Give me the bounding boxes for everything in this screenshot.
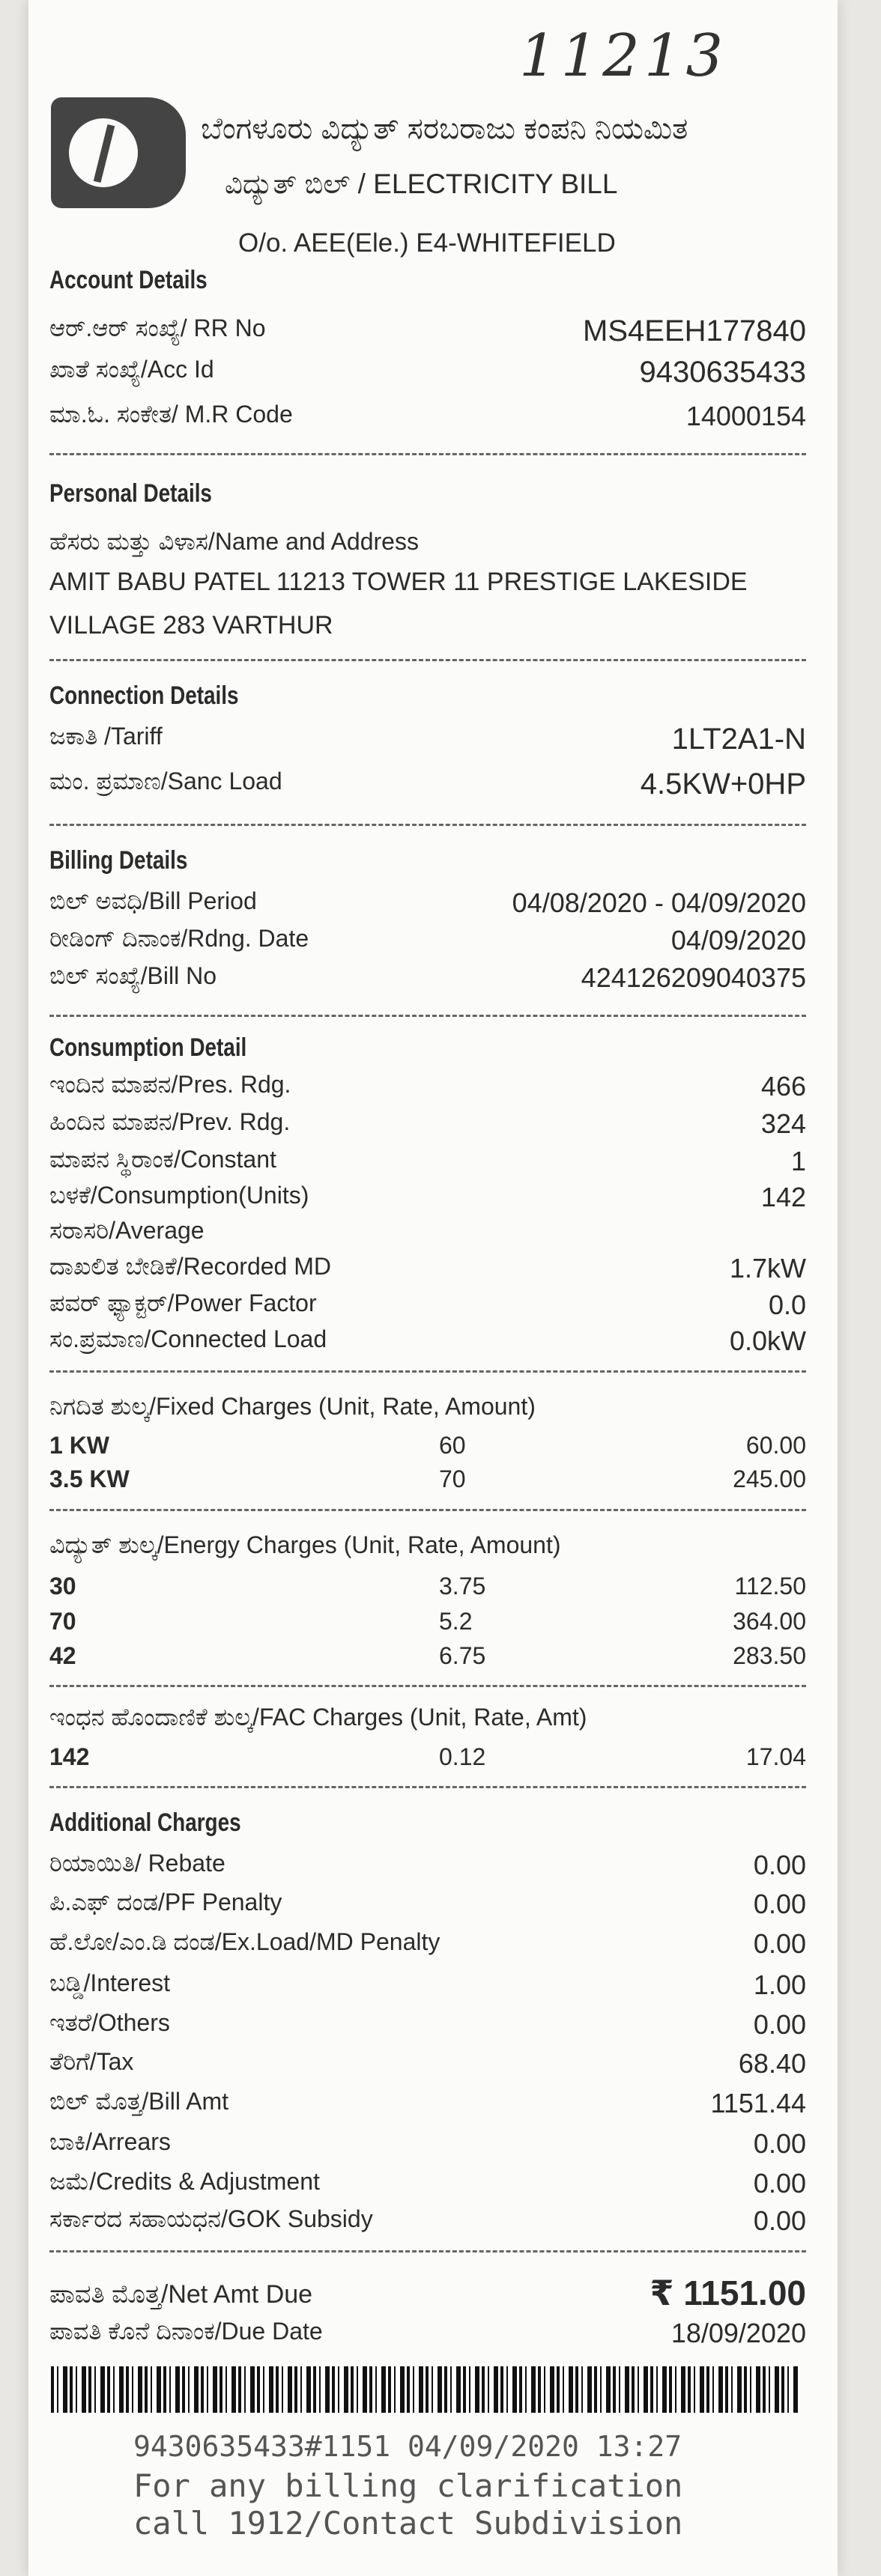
due-date-label: ಪಾವತಿ ಕೊನೆ ದಿನಾಂಕ/Due Date xyxy=(49,2318,323,2345)
energy-heading: ವಿದ್ಯುತ್ ಶುಲ್ಕ/Energy Charges (Unit, Rate, Amount) xyxy=(49,1531,561,1558)
constant-label: ಮಾಪನ ಸ್ಥಿರಾಂಕ/Constant xyxy=(49,1146,276,1173)
fixed-row-1 xyxy=(49,1432,806,1465)
interest-row xyxy=(49,1969,806,2002)
fixed-row-2 xyxy=(49,1465,806,1498)
arrears-label: ಬಾಕಿ/Arrears xyxy=(49,2128,171,2155)
tariff-value: 1LT2A1-N xyxy=(671,723,806,756)
bill-no-label: ಬಿಲ್ ಸಂಖ್ಯೆ/Bill No xyxy=(49,962,217,989)
fixed-heading: ನಿಗದಿತ ಶುಲ್ಕ/Fixed Charges (Unit, Rate, Amount) xyxy=(49,1393,536,1420)
due-date-value: 18/09/2020 xyxy=(670,2318,806,2348)
bescom-logo xyxy=(51,97,186,208)
constant-value: 1 xyxy=(790,1146,806,1176)
energy-unit: 30 xyxy=(49,1573,76,1600)
ex-load-label: ಹೆ.ಲೋ/ಎಂ.ಡಿ ದಂಡ/Ex.Load/MD Penalty xyxy=(49,1928,440,1955)
energy-unit: 42 xyxy=(49,1642,76,1669)
bill-amt-label: ಬಿಲ್ ಮೊತ್ತ/Bill Amt xyxy=(49,2088,228,2115)
credits-label: ಜಮೆ/Credits & Adjustment xyxy=(49,2168,320,2195)
ex-load-row xyxy=(49,1928,806,1961)
company-name: ಬೆಂಗಳೂರು ವಿದ್ಯುತ್ ಸರಬರಾಜು ಕಂಪನಿ ನಿಯಮಿತ xyxy=(201,112,688,145)
power-factor-value: 0.0 xyxy=(768,1289,806,1320)
sanc-load-row xyxy=(49,768,806,801)
net-amt-value: ₹ 1151.00 xyxy=(650,2273,806,2312)
divider xyxy=(49,1509,806,1511)
energy-amount: 112.50 xyxy=(734,1573,806,1600)
handwritten-note: 11213 xyxy=(519,22,728,90)
units-value: 142 xyxy=(760,1182,806,1212)
fac-heading: ಇಂಧನ ಹೊಂದಾಣಿಕೆ ಶುಲ್ಕ/FAC Charges (Unit, Rate, Amt) xyxy=(49,1704,587,1731)
energy-row-2 xyxy=(49,1608,806,1641)
address-line-2: VILLAGE 283 VARTHUR xyxy=(49,611,333,640)
tax-value: 68.40 xyxy=(738,2048,806,2079)
sanc-load-value: 4.5KW+0HP xyxy=(640,768,806,801)
recorded-md-label: ದಾಖಲಿತ ಬೇಡಿಕೆ/Recorded MD xyxy=(49,1253,331,1280)
pf-penalty-label: ಪಿ.ಎಫ್ ದಂಡ/PF Penalty xyxy=(49,1889,282,1916)
tariff-row xyxy=(49,723,806,756)
period-row xyxy=(49,887,806,920)
divider xyxy=(49,2250,806,2253)
divider xyxy=(49,1685,806,1687)
due-date-row xyxy=(49,2318,806,2351)
energy-amount: 364.00 xyxy=(733,1608,806,1635)
fixed-rate: 70 xyxy=(439,1465,466,1492)
energy-heading-row xyxy=(49,1531,806,1564)
energy-rate: 5.2 xyxy=(439,1608,473,1635)
sanc-load-label: ಮಂ. ಪ್ರಮಾಣ/Sanc Load xyxy=(49,768,282,795)
fac-rate: 0.12 xyxy=(439,1743,486,1770)
ex-load-value: 0.00 xyxy=(753,1928,806,1959)
acc-label: ಖಾತೆ ಸಂಖ್ಯೆ/Acc Id xyxy=(49,356,214,383)
connected-load-row xyxy=(49,1325,806,1358)
energy-row-1 xyxy=(49,1573,806,1606)
recorded-md-value: 1.7kW xyxy=(729,1253,806,1284)
gok-subsidy-value: 0.00 xyxy=(753,2205,806,2236)
acc-value: 9430635433 xyxy=(639,356,806,389)
units-row xyxy=(49,1182,806,1215)
fac-row xyxy=(49,1743,806,1776)
clarification-line-1: For any billing clarification xyxy=(133,2467,683,2504)
energy-rate: 6.75 xyxy=(439,1642,486,1669)
interest-value: 1.00 xyxy=(753,1969,806,2000)
net-amt-row xyxy=(49,2273,806,2312)
fixed-amount: 60.00 xyxy=(745,1432,806,1459)
pres-rdg-row xyxy=(49,1071,806,1104)
interest-label: ಬಡ್ಡಿ/Interest xyxy=(49,1969,171,1996)
mr-value: 14000154 xyxy=(685,401,806,431)
bill-title: ವಿದ್ಯುತ್ ಬಿಲ್ / ELECTRICITY BILL xyxy=(225,168,618,199)
prev-rdg-label: ಹಿಂದಿನ ಮಾಪನ/Prev. Rdg. xyxy=(49,1108,291,1135)
tax-row xyxy=(49,2048,806,2081)
prev-rdg-row xyxy=(49,1108,806,1141)
net-amt-label: ಪಾವತಿ ಮೊತ್ತ/Net Amt Due xyxy=(49,2280,313,2309)
name-label: ಹೆಸರು ಮತ್ತು ವಿಳಾಸ/Name and Address xyxy=(49,528,419,555)
average-row xyxy=(49,1217,806,1250)
clarification-line-2: call 1912/Contact Subdivision xyxy=(133,2505,683,2542)
rdng-date-label: ರೀಡಿಂಗ್ ದಿನಾಂಕ/Rdng. Date xyxy=(49,925,309,952)
office-name: O/o. AEE(Ele.) E4-WHITEFIELD xyxy=(238,228,616,258)
receipt-line: 9430635433#1151 04/09/2020 13:27 xyxy=(133,2430,682,2463)
divider xyxy=(49,1786,806,1788)
constant-row xyxy=(49,1146,806,1179)
rdng-date-row xyxy=(49,925,806,958)
recorded-md-row xyxy=(49,1253,806,1286)
rdng-date-value: 04/09/2020 xyxy=(670,925,806,956)
connected-load-label: ಸಂ.ಪ್ರಮಾಣ/Connected Load xyxy=(49,1325,327,1352)
arrears-value: 0.00 xyxy=(753,2128,806,2159)
fixed-unit: 1 KW xyxy=(49,1432,109,1459)
credits-value: 0.00 xyxy=(753,2168,806,2199)
rebate-value: 0.00 xyxy=(753,1850,806,1880)
credits-row xyxy=(49,2168,806,2201)
bill-amt-value: 1151.44 xyxy=(710,2088,806,2118)
fixed-unit: 3.5 KW xyxy=(49,1465,130,1492)
rebate-row xyxy=(49,1850,806,1883)
account-heading: Account Details xyxy=(49,266,208,294)
arrears-row xyxy=(49,2128,806,2161)
bill-amt-row xyxy=(49,2088,806,2121)
divider xyxy=(49,453,806,455)
others-label: ಇತರೆ/Others xyxy=(49,2009,170,2036)
rr-label: ಆರ್.ಆರ್ ಸಂಖ್ಯೆ/ RR No xyxy=(49,315,266,341)
fixed-amount: 245.00 xyxy=(733,1465,806,1492)
prev-rdg-value: 324 xyxy=(760,1108,806,1139)
energy-amount: 283.50 xyxy=(733,1642,806,1669)
fixed-rate: 60 xyxy=(439,1432,466,1459)
energy-rate: 3.75 xyxy=(439,1573,486,1600)
units-label: ಬಳಕೆ/Consumption(Units) xyxy=(49,1182,309,1209)
period-value: 04/08/2020 - 04/09/2020 xyxy=(512,887,806,918)
pf-penalty-value: 0.00 xyxy=(753,1889,806,1919)
connected-load-value: 0.0kW xyxy=(729,1325,806,1356)
divider xyxy=(49,659,806,661)
connection-heading: Connection Details xyxy=(49,681,239,710)
pres-rdg-label: ಇಂದಿನ ಮಾಪನ/Pres. Rdg. xyxy=(49,1071,291,1098)
power-factor-row xyxy=(49,1289,806,1322)
rr-value: MS4EEH177840 xyxy=(583,315,806,347)
fac-heading-row xyxy=(49,1704,806,1737)
electricity-bill-receipt xyxy=(28,0,838,2576)
others-value: 0.00 xyxy=(753,2009,806,2040)
period-label: ಬಿಲ್ ಅವಧಿ/Bill Period xyxy=(49,887,257,914)
address-line-1: AMIT BABU PATEL 11213 TOWER 11 PRESTIGE LAKESIDE xyxy=(49,568,748,596)
bill-no-row xyxy=(49,962,806,995)
billing-heading: Billing Details xyxy=(49,846,188,875)
rebate-label: ರಿಯಾಯಿತಿ/ Rebate xyxy=(49,1850,225,1877)
divider xyxy=(49,1370,806,1373)
acc-row xyxy=(49,356,806,389)
pres-rdg-value: 466 xyxy=(760,1071,806,1102)
pf-penalty-row xyxy=(49,1889,806,1922)
personal-heading: Personal Details xyxy=(49,479,212,508)
fixed-heading-row xyxy=(49,1393,806,1426)
consumption-heading: Consumption Detail xyxy=(49,1033,247,1062)
fac-amount: 17.04 xyxy=(745,1743,806,1770)
bill-no-value: 424126209040375 xyxy=(581,962,806,993)
power-factor-label: ಪವರ್ ಫ್ಯಾಕ್ಟರ್/Power Factor xyxy=(49,1289,317,1316)
gok-subsidy-row xyxy=(49,2205,806,2238)
others-row xyxy=(49,2009,806,2042)
energy-unit: 70 xyxy=(49,1608,76,1635)
tax-label: ತೆರಿಗೆ/Tax xyxy=(49,2048,134,2075)
average-label: ಸರಾಸರಿ/Average xyxy=(49,1217,205,1244)
energy-row-3 xyxy=(49,1642,806,1675)
divider xyxy=(49,824,806,826)
gok-subsidy-label: ಸರ್ಕಾರದ ಸಹಾಯಧನ/GOK Subsidy xyxy=(49,2205,373,2232)
mr-row xyxy=(49,401,806,434)
additional-heading: Additional Charges xyxy=(49,1808,241,1837)
divider xyxy=(49,1015,806,1017)
mr-label: ಮಾ.ಓ. ಸಂಕೇತ/ M.R Code xyxy=(49,401,293,428)
name-label-row xyxy=(49,528,806,561)
barcode xyxy=(51,2366,800,2413)
rr-row xyxy=(49,315,806,347)
tariff-label: ಜಕಾತಿ /Tariff xyxy=(49,723,163,750)
fac-unit: 142 xyxy=(49,1743,90,1770)
